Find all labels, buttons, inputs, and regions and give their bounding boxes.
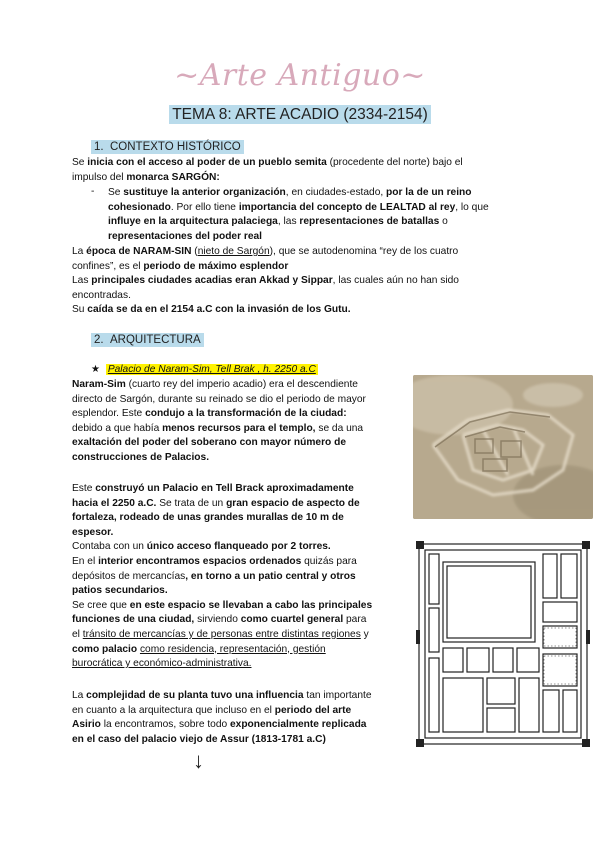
paragraph-context-intro: Se inicia con el acceso al poder de un pueblo semita (procedente del norte) bajo el impulso del monarca SARGÓN: [72, 157, 463, 183]
subheading-palace [91, 364, 318, 375]
ruins-illustration [413, 375, 593, 519]
section-heading-context [91, 141, 244, 153]
section-number: 2. [94, 334, 104, 346]
palace-floor-plan [413, 540, 593, 748]
section-heading-architecture [91, 334, 204, 346]
paragraph-naram-sim: Naram-Sim (cuarto rey del imperio acadio) era el descendiente directo de Sargón, durante su reinado se dio el periodo de mayor esplendor. Este condujo a la transformación de la ciudad: debido a que había menos recursos para el templo, se da una exaltación del poder del soberano con mayor número de construcciones de Palacios. [72, 379, 366, 463]
star-icon: ★ [91, 364, 101, 375]
section-number: 1. [94, 141, 104, 153]
section-title: ARQUITECTURA [109, 334, 201, 346]
bullet-organization: Se sustituye la anterior organización, en ciudades-estado, por la de un reino cohesionado. Por ello tiene importancia del concepto de LEALTAD al rey, lo que influye en la arquitectura palaciega, las representaciones de batallas o representaciones del poder real [108, 187, 489, 242]
subheading-palace-text: Palacio de Naram-Sim, Tell Brak , h. 2250 a.C [107, 364, 316, 375]
paragraph-cities: Las principales ciudades acadias eran Akkad y Sippar, las cuales aún no han sido encontradas. [72, 275, 459, 301]
section-title: CONTEXTO HISTÓRICO [109, 141, 241, 153]
paragraph-palace-description: Este construyó un Palacio en Tell Brack aproximadamente hacia el 2250 a.C. Se trata de un gran espacio de aspecto de fortaleza, rodeado de unas grandes murallas de 10 m de espesor. Contaba con un único acceso flanqueado por 2 torres. En el interior encontramos espacios ordenados quizás para depósitos de mercancías, en torno a un patio central y otros patios secundarios. Se cree que en este espacio se llevaban a cabo las principales funciones de una ciudad, sirviendo como cuartel general para el tránsito de mercancías y de personas entre distintas regiones y como palacio como residencia, representación, gestión burocrática y económico-administrativa. [72, 483, 373, 670]
paragraph-influence: La complejidad de su planta tuvo una influencia tan importante en cuanto a la arquitectura que incluso en el periodo del arte Asirio la encontramos, sobre todo exponencialmente replicada en el caso del palacio viejo de Assur (1813-1781 a.C) [72, 690, 372, 745]
paragraph-fall: Su caída se da en el 2154 a.C con la invasión de los Gutu. [72, 304, 351, 315]
floor-plan-drawing [413, 540, 593, 748]
bullet-dash: - [91, 186, 95, 197]
paragraph-naram-sin: La época de NARAM-SIN (nieto de Sargón), que se autodenomina “rey de los cuatro confines”, es el periodo de máximo esplendor [72, 246, 459, 272]
topic-heading-text: TEMA 8: ARTE ACADIO (2334-2154) [169, 105, 431, 124]
arrow-down-icon: ↓ [193, 748, 204, 773]
aerial-photo-ruins [413, 375, 593, 519]
page-title: ~Arte Antiguo~ [174, 58, 426, 93]
topic-heading [0, 106, 600, 124]
